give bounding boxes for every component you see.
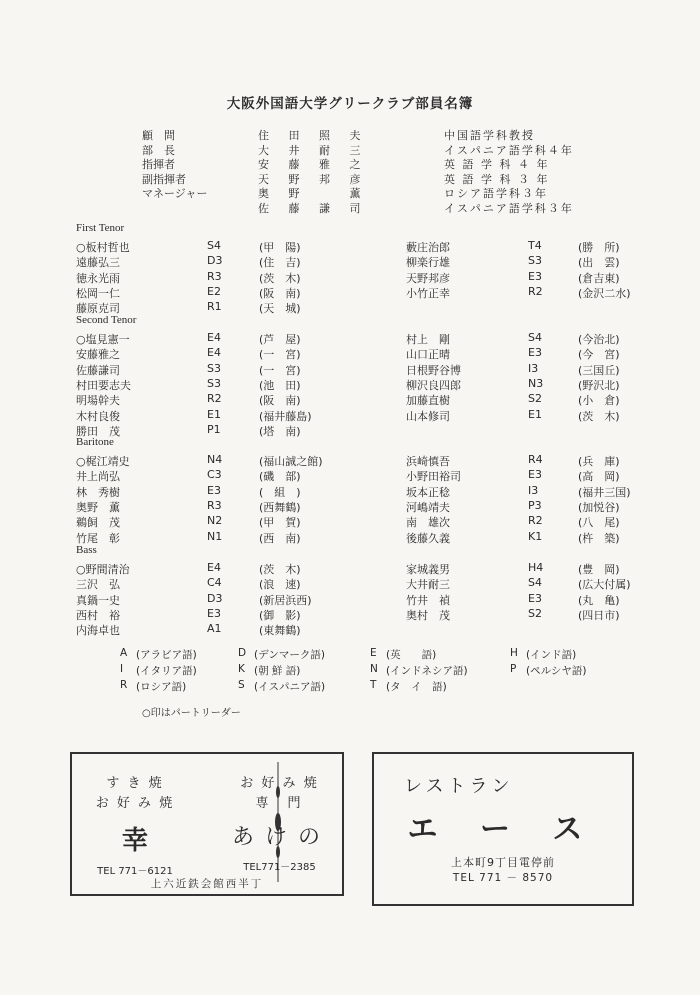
officer-name: 佐 藤 謙 司 — [258, 201, 369, 215]
member-language-year: P1 — [207, 422, 221, 436]
shop2-line1: お 好 み 焼 — [240, 776, 319, 791]
ad-restaurant-ace — [372, 752, 634, 906]
member-high-school: (阪 南) — [259, 394, 301, 408]
ad-address: 上六近鉄会館西半丁 — [150, 878, 264, 890]
member-language-year: E1 — [207, 407, 221, 421]
member-high-school: (三国丘) — [578, 363, 620, 377]
legend-key: T — [370, 679, 377, 691]
member-name: 藪庄治郎 — [406, 241, 450, 254]
member-high-school: (芦 屋) — [259, 333, 301, 346]
member-name: 日根野谷博 — [406, 363, 461, 377]
member-language-year: E3 — [207, 606, 221, 620]
member-high-school: (豊 岡) — [578, 563, 620, 576]
member-high-school: (高 岡) — [578, 470, 620, 484]
member-language-year: C3 — [207, 468, 222, 482]
legend-language: (ペルシヤ語) — [526, 665, 587, 677]
member-high-school: (丸 亀) — [578, 593, 620, 607]
legend-language: (ロシア語) — [136, 681, 187, 693]
restaurant-tel: TEL 771 － 8570 — [452, 872, 554, 884]
shop2-line2: 専 門 — [255, 796, 304, 811]
member-high-school: (阪 南) — [259, 286, 301, 300]
member-name: ○塩見憲一 — [76, 333, 130, 346]
officer-name: 天 野 邦 彦 — [258, 172, 369, 186]
member-name: 浜崎慎吾 — [406, 455, 450, 468]
officer-dept: イスパニア語学科４年 — [444, 143, 574, 157]
member-high-school: (一 宮) — [259, 348, 301, 362]
member-name: 柳楽行雄 — [406, 256, 450, 270]
officer-name: 安 藤 雅 之 — [258, 158, 369, 171]
legend-language: (イタリア語) — [136, 665, 197, 677]
legend-key: N — [370, 663, 378, 675]
member-high-school: (西 南) — [259, 531, 301, 545]
officer-role: 部 長 — [142, 143, 175, 157]
member-language-year: S4 — [528, 331, 542, 344]
member-language-year: R2 — [528, 514, 543, 528]
member-name: 遠藤弘三 — [76, 256, 120, 270]
member-high-school: (塔 南) — [259, 424, 301, 438]
restaurant-name: エ ー ス — [407, 812, 599, 847]
member-high-school: (倉吉東) — [578, 271, 620, 285]
member-language-year: R2 — [528, 284, 543, 298]
member-high-school: (四日市) — [578, 608, 620, 622]
member-language-year: E3 — [207, 483, 221, 497]
legend-key: K — [238, 663, 245, 675]
member-language-year: D3 — [207, 254, 223, 268]
member-name: 木村良俊 — [76, 409, 120, 423]
legend-language: (デンマーク語) — [254, 649, 325, 661]
member-name: 河嶋靖夫 — [406, 500, 450, 514]
member-name: 小竹正幸 — [406, 286, 450, 300]
member-language-year: N4 — [207, 453, 223, 466]
member-high-school: (茨 木) — [259, 563, 301, 576]
member-language-year: R2 — [207, 392, 222, 406]
restaurant-label: レストラン — [404, 776, 514, 797]
officer-role: 副指揮者 — [142, 172, 186, 186]
member-name: 松岡一仁 — [76, 286, 120, 300]
member-language-year: T4 — [528, 239, 542, 252]
member-language-year: R1 — [207, 300, 222, 314]
shop2-tel: TEL771－2385 — [243, 862, 316, 873]
legend-key: E — [370, 647, 377, 659]
member-language-year: S3 — [528, 254, 542, 268]
section-heading: Second Tenor — [76, 314, 137, 326]
member-name: 奥野 薫 — [76, 500, 120, 514]
member-high-school: (東舞鶴) — [259, 624, 301, 638]
member-language-year: N3 — [528, 376, 544, 390]
member-name: 柳沢良四郎 — [406, 378, 461, 392]
member-high-school: (勝 所) — [578, 241, 620, 254]
member-name: 山本修司 — [406, 409, 450, 423]
member-name: 勝田 茂 — [76, 424, 120, 438]
legend-language: (アラビア語) — [136, 649, 197, 661]
member-high-school: (兵 庫) — [578, 455, 620, 468]
legend-language: (イスパニア語) — [254, 681, 326, 693]
legend-key: R — [120, 679, 128, 691]
officer-dept: 英 語 学 科 ３ 年 — [444, 172, 550, 186]
member-name: 内海卓也 — [76, 624, 120, 638]
member-high-school: (八 尾) — [578, 516, 620, 530]
member-high-school: (加悦谷) — [578, 500, 620, 514]
member-language-year: S2 — [528, 606, 542, 620]
member-name: 後藤久義 — [406, 531, 450, 545]
member-high-school: (御 影) — [259, 608, 301, 622]
member-name: 小野田裕司 — [406, 470, 461, 484]
legend-language: (インドネシア語) — [386, 665, 468, 677]
member-name: 林 秀樹 — [76, 485, 120, 499]
member-name: 村上 剛 — [406, 333, 450, 346]
member-high-school: (住 吉) — [259, 256, 301, 270]
member-name: ○野間清治 — [76, 563, 130, 576]
member-high-school: (今 宮) — [578, 348, 620, 362]
officer-role: 顧 問 — [142, 129, 175, 142]
officer-role: マネージャー — [142, 187, 208, 200]
officer-dept: イスパニア語学科３年 — [444, 201, 574, 215]
member-language-year: S2 — [528, 392, 542, 406]
footnote: ○印はパートリーダー — [142, 708, 241, 719]
legend-language: (英 語) — [386, 649, 437, 661]
member-language-year: E3 — [528, 468, 542, 482]
shop1-line1: す き 焼 — [106, 776, 164, 791]
section-heading: Baritone — [76, 436, 114, 448]
legend-key: I — [120, 663, 124, 675]
member-name: 大井耐三 — [406, 578, 450, 592]
ad-sukiyaki-okonomiyaki — [70, 752, 344, 896]
member-language-year: E2 — [207, 284, 221, 298]
member-name: 山口正晴 — [406, 348, 450, 362]
member-language-year: S3 — [207, 361, 221, 375]
member-name: 奥村 茂 — [406, 608, 450, 622]
member-name: 三沢 弘 — [76, 578, 120, 592]
member-name: 家城義男 — [406, 563, 450, 576]
member-high-school: (野沢北) — [578, 378, 620, 392]
member-name: 鵜飼 茂 — [76, 516, 120, 530]
member-language-year: N2 — [207, 514, 223, 528]
officer-name: 住 田 照 夫 — [258, 129, 369, 142]
member-name: 明場幹夫 — [76, 394, 120, 408]
member-name: 坂本正稔 — [406, 485, 450, 499]
member-name: 天野邦彦 — [406, 271, 450, 285]
member-high-school: ( 組 ) — [259, 485, 301, 499]
member-language-year: R4 — [528, 453, 543, 466]
officer-name: 奥 野 薫 — [258, 187, 369, 200]
member-high-school: (西舞鶴) — [259, 500, 301, 514]
legend-language: (朝 鮮 語) — [254, 665, 301, 677]
member-high-school: (甲 賀) — [259, 516, 301, 530]
member-high-school: (茨 木) — [578, 409, 620, 423]
member-name: 真鍋一史 — [76, 593, 120, 607]
shop1-tel: TEL 771－6121 — [97, 866, 173, 877]
member-high-school: (今治北) — [578, 333, 620, 346]
section-heading: Bass — [76, 544, 97, 556]
member-high-school: (福井三国) — [578, 485, 631, 499]
member-high-school: (一 宮) — [259, 363, 301, 377]
member-name: 西村 裕 — [76, 608, 120, 622]
member-name: 佐藤謙司 — [76, 363, 120, 377]
member-name: 竹井 禎 — [406, 593, 450, 607]
member-high-school: (福山誠之館) — [259, 455, 323, 468]
member-language-year: E3 — [528, 591, 542, 605]
member-language-year: E4 — [207, 331, 221, 344]
legend-key: P — [510, 663, 517, 675]
member-high-school: (小 倉) — [578, 394, 620, 408]
member-name: 加藤直樹 — [406, 394, 450, 408]
member-language-year: R3 — [207, 498, 222, 512]
officer-dept: 中国語学科教授 — [444, 129, 535, 142]
member-language-year: E3 — [528, 346, 542, 360]
member-language-year: C4 — [207, 576, 222, 590]
member-name: 安藤雅之 — [76, 348, 120, 362]
legend-key: S — [238, 679, 245, 691]
member-name: 藤原克司 — [76, 302, 120, 316]
legend-key: H — [510, 647, 518, 659]
member-language-year: K1 — [528, 529, 543, 543]
member-language-year: H4 — [528, 561, 544, 574]
member-high-school: (天 城) — [259, 302, 301, 316]
member-language-year: S3 — [207, 376, 221, 390]
member-high-school: (広大付属) — [578, 578, 631, 592]
member-name: 井上尚弘 — [76, 470, 120, 484]
member-high-school: (杵 築) — [578, 531, 620, 545]
legend-key: A — [120, 647, 128, 659]
member-high-school: (甲 陽) — [259, 241, 301, 254]
member-name: 徳永光雨 — [76, 271, 120, 285]
member-language-year: E1 — [528, 407, 542, 421]
member-language-year: S4 — [207, 239, 221, 252]
officer-dept: ロシア語学科３年 — [444, 187, 548, 200]
member-high-school: (磯 部) — [259, 470, 301, 484]
restaurant-address: 上本町9丁目電停前 — [451, 856, 555, 869]
legend-language: (インド語) — [526, 649, 577, 661]
member-high-school: (浪 速) — [259, 578, 301, 592]
shop1-line2: お 好 み 焼 — [95, 796, 175, 811]
shop2-name: あ け の — [232, 825, 322, 850]
member-language-year: E4 — [207, 561, 221, 574]
member-high-school: (金沢二水) — [578, 286, 631, 300]
officer-role: 指揮者 — [142, 158, 175, 171]
member-language-year: I3 — [528, 483, 539, 497]
member-language-year: P3 — [528, 498, 542, 512]
member-name: 村田要志夫 — [76, 378, 131, 392]
officer-dept: 英 語 学 科 ４ 年 — [444, 158, 550, 171]
member-language-year: R3 — [207, 269, 222, 283]
member-high-school: (福井藤島) — [259, 409, 312, 423]
member-high-school: (新居浜西) — [259, 593, 312, 607]
shop1-name: 幸 — [121, 826, 148, 856]
member-language-year: E4 — [207, 346, 221, 360]
member-name: ○板村哲也 — [76, 241, 130, 254]
officer-name: 大 井 耐 三 — [258, 143, 369, 157]
member-language-year: S4 — [528, 576, 542, 590]
legend-key: D — [238, 647, 247, 659]
member-language-year: A1 — [207, 622, 222, 636]
member-name: 竹尾 彰 — [76, 531, 120, 545]
member-name: 南 雄次 — [406, 516, 450, 530]
member-name: ○梶江靖史 — [76, 455, 130, 468]
section-heading: First Tenor — [76, 222, 125, 234]
page-title: 大阪外国語大学グリークラブ部員名簿 — [226, 96, 474, 112]
member-language-year: N1 — [207, 529, 223, 543]
member-high-school: (池 田) — [259, 378, 301, 392]
member-language-year: E3 — [528, 269, 542, 283]
member-language-year: I3 — [528, 361, 539, 375]
member-high-school: (茨 木) — [259, 271, 301, 285]
legend-language: (タ イ 語) — [386, 681, 447, 693]
member-language-year: D3 — [207, 591, 223, 605]
member-high-school: (出 雲) — [578, 256, 620, 270]
